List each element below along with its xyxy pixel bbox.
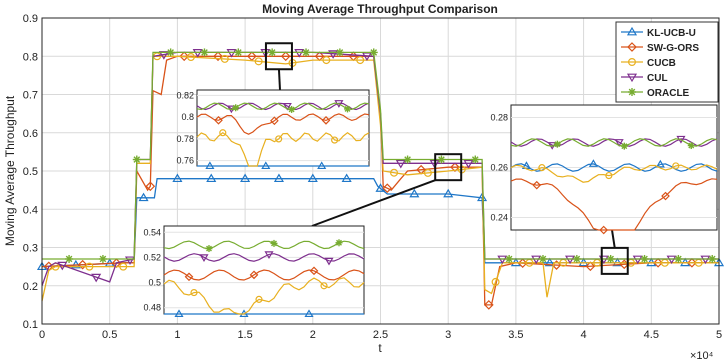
- inset-tick-label: 0.78: [176, 133, 194, 144]
- inset-marker: [336, 239, 343, 246]
- y-tick-label: 0.6: [22, 127, 38, 140]
- inset-tick-label: 0.82: [176, 90, 194, 101]
- x-tick-label: 0: [38, 329, 46, 341]
- inset-marker: [344, 105, 351, 112]
- inset-marker: [688, 142, 695, 149]
- legend-marker: [628, 88, 636, 96]
- series-marker: [573, 255, 581, 263]
- series-marker: [302, 48, 310, 56]
- inset-marker: [232, 104, 239, 111]
- x-tick-label: 5: [715, 329, 723, 341]
- y-tick-label: 0.2: [22, 280, 38, 293]
- inset-background: [197, 90, 369, 166]
- inset-marker: [271, 240, 278, 247]
- y-tick-label: 0.4: [22, 204, 38, 217]
- inset-tick-label: 0.8: [181, 112, 194, 123]
- inset-tick-label: 0.48: [143, 302, 161, 313]
- x-tick-label: 3: [445, 329, 452, 341]
- x-tick-label: 1: [174, 329, 181, 341]
- series-marker: [336, 48, 344, 56]
- series-marker: [505, 255, 513, 263]
- y-tick-label: 0.7: [22, 89, 38, 102]
- inset-tick-label: 0.28: [490, 112, 508, 123]
- series-marker: [708, 255, 716, 263]
- series-marker: [674, 255, 682, 263]
- legend-label: CUL: [647, 73, 668, 84]
- series-marker: [370, 48, 378, 56]
- x-tick-label: 4.5: [643, 329, 659, 341]
- x-tick-label: 0.5: [102, 329, 118, 341]
- y-tick-label: 0.8: [22, 51, 38, 64]
- series-marker: [607, 255, 615, 263]
- chart-title: Moving Average Throughput Comparison: [262, 2, 498, 16]
- x-tick-label: 3.5: [508, 329, 524, 341]
- legend-label: SW-G-ORS: [647, 43, 700, 54]
- series-marker: [167, 48, 175, 56]
- series-marker: [404, 156, 412, 164]
- inset-marker: [206, 245, 213, 252]
- series-marker: [65, 255, 73, 263]
- inset-marker: [621, 143, 628, 150]
- inset-panel: [176, 90, 369, 168]
- legend-label: CUCB: [647, 58, 676, 69]
- x-tick-label: 2.5: [372, 329, 389, 341]
- series-marker: [641, 255, 649, 263]
- legend-label: ORACLE: [647, 88, 690, 99]
- inset-tick-label: 0.76: [176, 155, 194, 166]
- x-tick-label: 4: [580, 329, 587, 341]
- y-tick-label: 0.1: [22, 319, 38, 331]
- zoom-connector: [279, 69, 280, 90]
- x-exponent: ×10⁴: [690, 350, 714, 362]
- inset-marker: [554, 141, 561, 148]
- legend-label: KL-UCB-U: [647, 28, 696, 39]
- inset-panel: [143, 226, 364, 316]
- inset-marker: [288, 106, 295, 113]
- series-marker: [539, 255, 547, 263]
- y-axis-label: Moving Average Throughput: [3, 95, 17, 247]
- inset-tick-label: 0.5: [148, 277, 161, 288]
- series-marker: [437, 156, 445, 164]
- x-tick-label: 1.5: [237, 329, 253, 341]
- x-axis-label: t: [378, 341, 382, 355]
- series-marker: [471, 156, 479, 164]
- x-tick-label: 2: [309, 329, 316, 341]
- legend: [616, 22, 718, 102]
- series-marker: [200, 48, 208, 56]
- series-marker: [234, 48, 242, 56]
- y-tick-label: 0.5: [22, 166, 38, 178]
- y-tick-label: 0.3: [22, 242, 38, 255]
- y-ticks: [23, 13, 38, 331]
- y-tick-label: 0.9: [22, 13, 38, 25]
- inset-tick-label: 0.54: [143, 227, 161, 238]
- series-marker: [99, 255, 107, 263]
- series-marker: [268, 48, 276, 56]
- inset-tick-label: 0.24: [490, 212, 508, 223]
- x-ticks: [39, 329, 722, 341]
- inset-panel: [490, 105, 717, 234]
- inset-tick-label: 0.52: [143, 252, 161, 263]
- series-marker: [133, 156, 141, 164]
- inset-tick-label: 0.26: [490, 162, 508, 173]
